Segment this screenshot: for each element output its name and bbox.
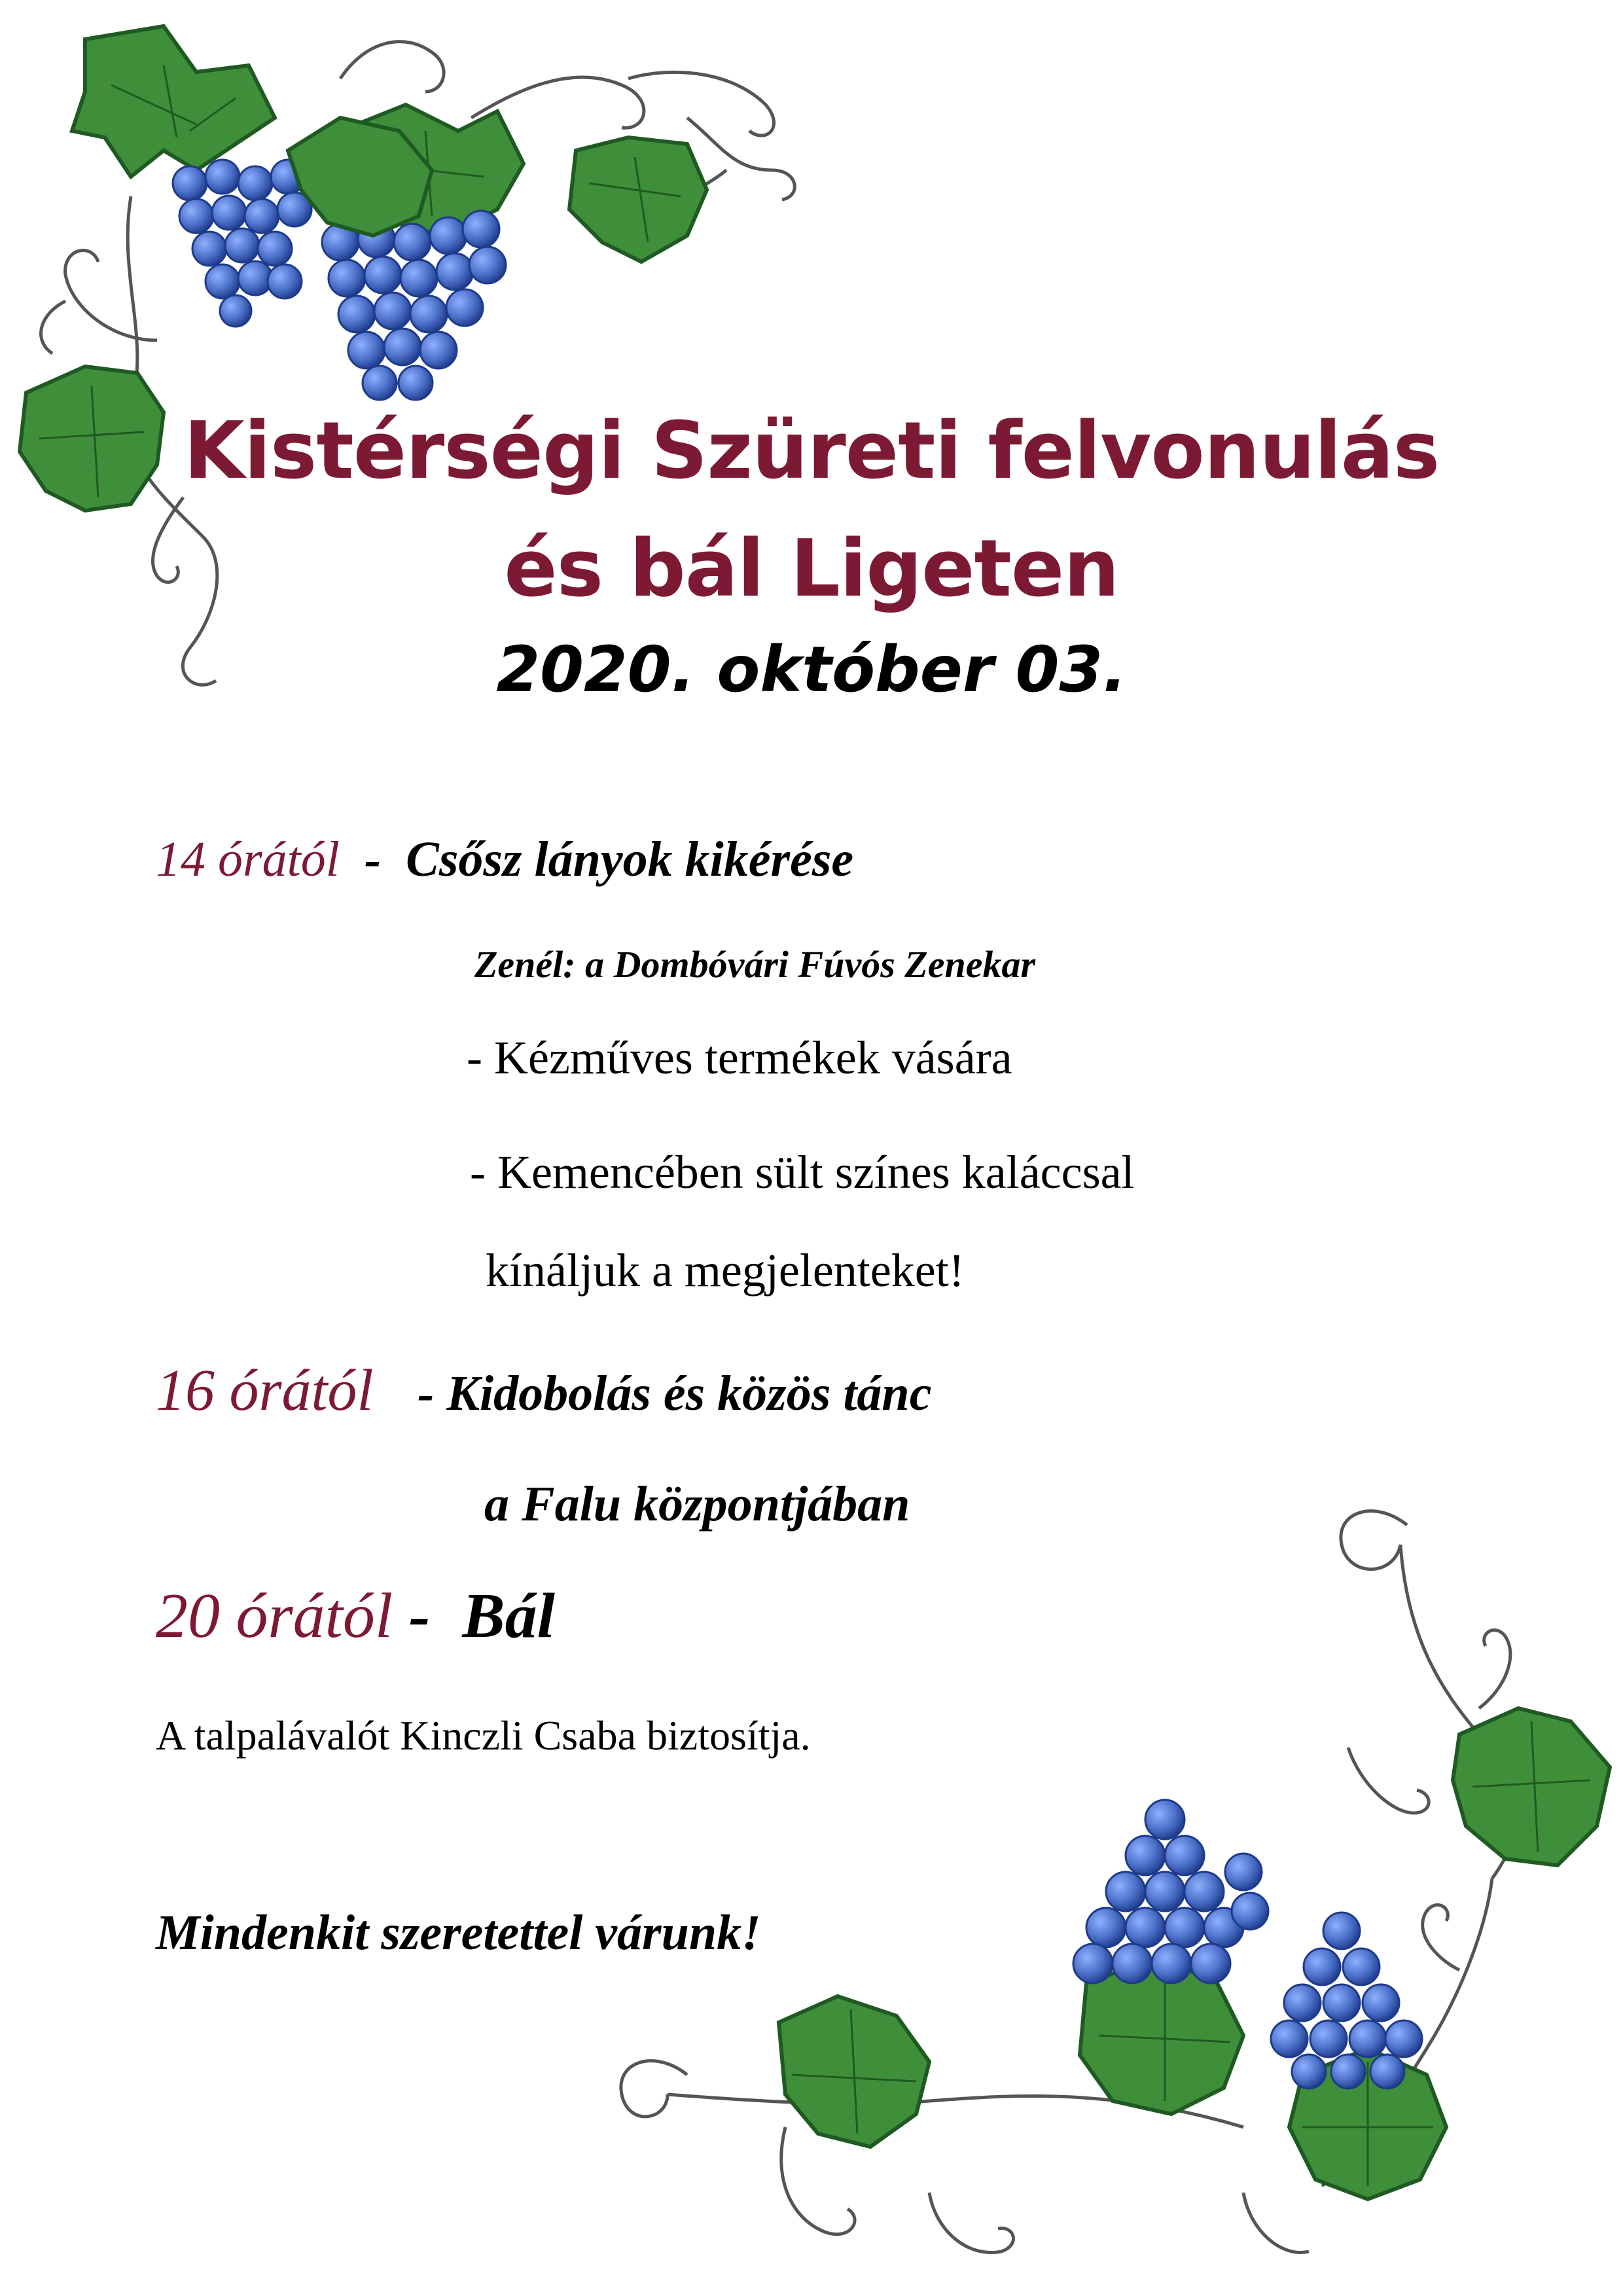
event-date: 2020. október 03.: [496, 633, 1127, 706]
program-item-1-header: [156, 832, 854, 887]
program-item-2-time: 16 órától: [156, 1358, 374, 1423]
program-item-1-time: 14 órától: [156, 832, 340, 887]
program-item-1-detail-1: - Kézműves termékek vására: [467, 1031, 1012, 1084]
program-item-3-separator: -: [408, 1581, 431, 1651]
program-item-3-time: 20 órától: [156, 1581, 393, 1651]
program-item-1-music: Zenél: a Dombóvári Fúvós Zenekar: [474, 943, 1036, 986]
program-item-1-detail-3: kínáljuk a megjelenteket!: [486, 1244, 965, 1297]
program-item-1-separator: -: [364, 832, 382, 887]
closing-message: Mindenkit szeretettel várunk!: [156, 1905, 761, 1960]
program-item-2-event: - Kidobolás és közös tánc: [418, 1366, 932, 1421]
program-item-2-header: [156, 1358, 932, 1423]
program-item-2-event-continued: a Falu központjában: [484, 1477, 910, 1532]
program-item-1-detail-2: - Kemencében sült színes kaláccsal: [470, 1146, 1135, 1198]
grape-vine-bottom-right-icon: [589, 1473, 1623, 2296]
title-line-2: és bál Ligeten: [504, 524, 1119, 615]
program-item-3-event: Bál: [462, 1581, 555, 1651]
title-line-1: Kistérségi Szüreti felvonulás: [183, 406, 1440, 497]
program-item-3-header: [156, 1581, 555, 1651]
program-item-3-note: A talpalávalót Kinczli Csaba biztosítja.: [156, 1712, 811, 1759]
program-item-1-event: Csősz lányok kikérése: [406, 832, 854, 887]
